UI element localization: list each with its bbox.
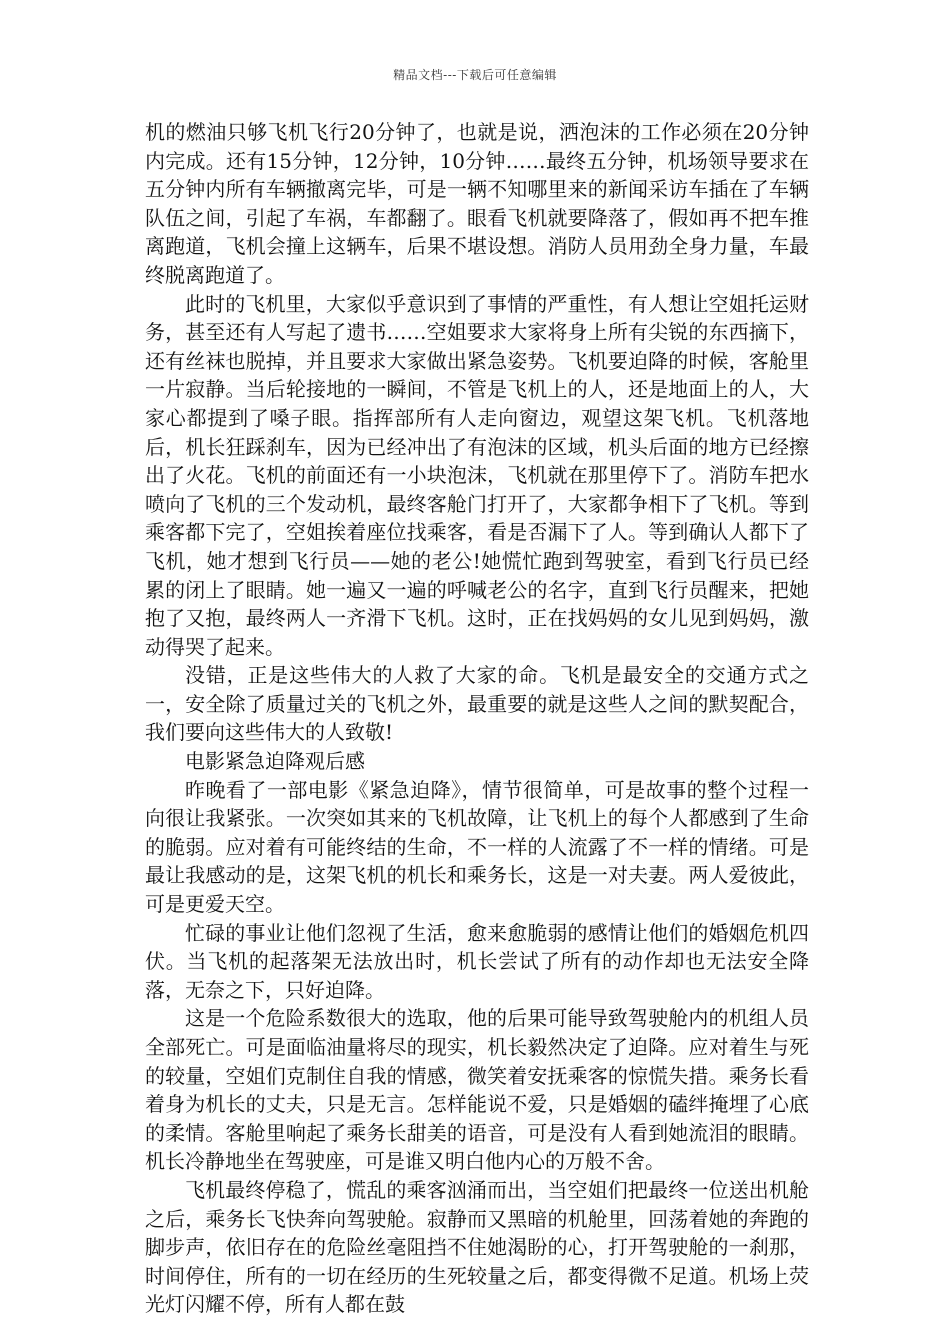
paragraph: 没错，正是这些伟大的人救了大家的命。飞机是最安全的交通方式之一，安全除了质量过关的飞机之外，最重要的就是这些人之间的默契配合，我们要向这些伟大的人致敬! (145, 663, 809, 745)
paragraph: 昨晚看了一部电影《紧急迫降》，情节很简单，可是故事的整个过程一向很让我紧张。一次突如其来的飞机故障，让飞机上的每个人都感到了生命的脆弱。应对着有可能终结的生命，不一样的人流露了不一样的情绪。可是最让我感动的是，这架飞机的机长和乘务长，这是一对夫妻。两人爱彼此，可是更爱天空。 (145, 777, 809, 917)
paragraph: 忙碌的事业让他们忽视了生活，愈来愈脆弱的感情让他们的婚姻危机四伏。当飞机的起落架无法放出时，机长尝试了所有的动作却也无法安全降落，无奈之下，只好迫降。 (145, 920, 809, 1002)
paragraph: 这是一个危险系数很大的选取，他的后果可能导致驾驶舱内的机组人员全部死亡。可是面临油量将尽的现实，机长毅然决定了迫降。应对着生与死的较量，空姐们克制住自我的情感，微笑着安抚乘客的惊慌失措。乘务长看着身为机长的丈夫，只是无言。怎样能说不爱，只是婚姻的磕绊掩埋了心底的柔情。客舱里响起了乘务长甜美的语音，可是没有人看到她流泪的眼睛。机长冷静地坐在驾驶座，可是谁又明白他内心的万般不舍。 (145, 1006, 809, 1174)
document-body (145, 118, 809, 1319)
paragraph: 飞机最终停稳了，慌乱的乘客汹涌而出，当空姐们把最终一位送出机舱之后，乘务长飞快奔向驾驶舱。寂静而又黑暗的机舱里，回荡着她的奔跑的脚步声，依旧存在的危险丝毫阻挡不住她渴盼的心，打开驾驶舱的一刹那，时间停住，所有的一切在经历的生死较量之后，都变得微不足道。机场上荧光灯闪耀不停，所有人都在鼓 (145, 1177, 809, 1317)
paragraph: 机的燃油只够飞机飞行20分钟了，也就是说，洒泡沫的工作必须在20分钟内完成。还有15分钟，12分钟，10分钟……最终五分钟，机场领导要求在五分钟内所有车辆撤离完毕，可是一辆不知哪里来的新闻采访车插在了车辆队伍之间，引起了车祸，车都翻了。眼看飞机就要降落了，假如再不把车推离跑道，飞机会撞上这辆车，后果不堪设想。消防人员用劲全身力量，车最终脱离跑道了。 (145, 120, 809, 287)
paragraph: 此时的飞机里，大家似乎意识到了事情的严重性，有人想让空姐托运财务，甚至还有人写起了遗书……空姐要求大家将身上所有尖锐的东西摘下，还有丝袜也脱掉，并且要求大家做出紧急姿势。飞机要迫降的时候，客舱里一片寂静。当后轮接地的一瞬间，不管是飞机上的人，还是地面上的人，大家心都提到了嗓子眼。指挥部所有人走向窗边，观望这架飞机。飞机落地后，机长狂踩刹车，因为已经冲出了有泡沫的区域，机头后面的地方已经擦出了火花。飞机的前面还有一小块泡沫，飞机就在那里停下了。消防车把水喷向了飞机的三个发动机，最终客舱门打开了，大家都争相下了飞机。等到乘客都下完了，空姐挨着座位找乘客，看是否漏下了人。等到确认人都下了飞机，她才想到飞行员——她的老公!她慌忙跑到驾驶室，看到飞行员已经累的闭上了眼睛。她一遍又一遍的呼喊老公的名字，直到飞行员醒来，把她抱了又抱，最终两人一齐滑下飞机。这时，正在找妈妈的女儿见到妈妈，激动得哭了起来。 (145, 291, 809, 659)
page-header: 精品文档---下载后可任意编辑 (393, 68, 557, 82)
section-heading: 电影紧急迫降观后感 (185, 749, 365, 774)
